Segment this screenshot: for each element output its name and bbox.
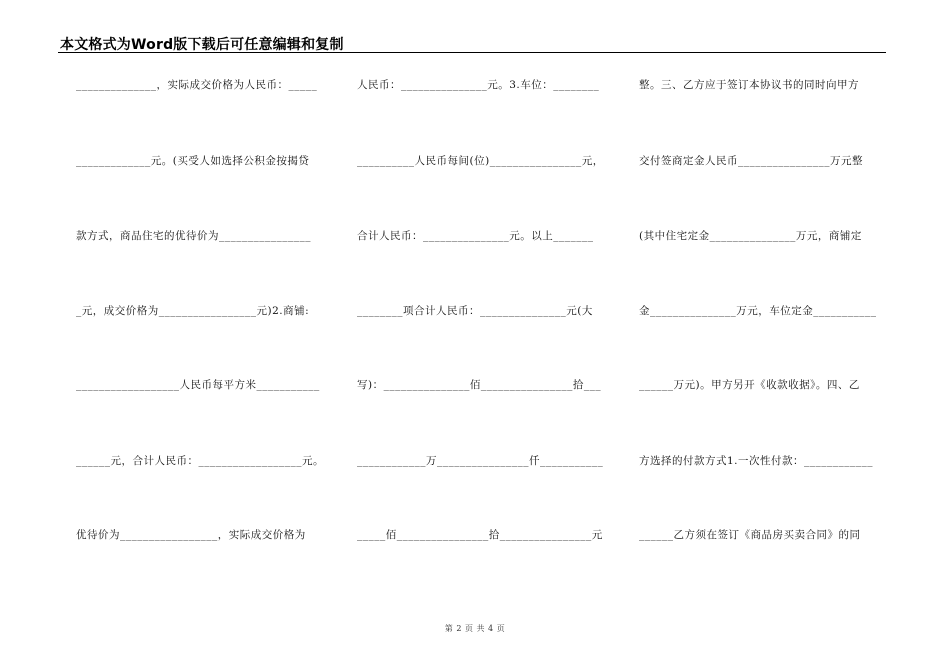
column-3-line-3: (其中住宅定金_______________万元，商铺定 — [639, 230, 862, 242]
column-3-line-7: ______乙方须在签订《商品房买卖合同》的同 — [639, 529, 861, 541]
column-2-line-2: __________人民币每间(位)________________元， — [357, 155, 604, 167]
column-2-line-5: 写)：_______________佰________________拾___ — [357, 379, 602, 391]
column-2-line-3: 合计人民币：_______________元。以上_______ — [357, 230, 594, 242]
column-2-line-4: ________项合计人民币：_______________元(大 — [357, 305, 593, 317]
column-2-line-1: 人民币：_______________元。3.车位：________ — [357, 79, 600, 91]
column-3-line-2: 交付签商定金人民币________________万元整 — [639, 155, 863, 167]
column-1-line-2: _____________元。(买受人如选择公积金按揭贷 — [76, 155, 310, 167]
column-3-line-6: 方选择的付款方式1.一次性付款：____________ — [639, 455, 874, 467]
column-3-line-1: 整。三、乙方应于签订本协议书的同时向甲方 — [639, 79, 859, 91]
column-1-line-7: 优待价为_________________，实际成交价格为 — [76, 529, 306, 541]
column-1-line-5: __________________人民币每平方米___________ — [76, 379, 320, 391]
column-2-line-7: _____佰________________拾________________元 — [357, 529, 603, 541]
column-3-line-4: 金_______________万元，车位定金___________ — [639, 305, 877, 317]
column-1-line-1: ______________，实际成交价格为人民币：_____ — [76, 79, 318, 91]
column-3-line-5: ______万元)。甲方另开《收款收据》。四、乙 — [639, 379, 860, 391]
column-2-line-6: ____________万________________仟___________ — [357, 455, 604, 467]
header-divider — [58, 52, 886, 53]
page-number-footer: 第 2 页 共 4 页 — [444, 624, 506, 633]
column-1-line-4: _元，成交价格为_________________元)2.商铺: — [76, 305, 310, 317]
column-1-line-6: ______元，合计人民币：__________________元。 — [76, 455, 324, 467]
column-1-line-3: 款方式，商品住宅的优待价为________________ — [76, 230, 311, 242]
page-header-title: 本文格式为Word版下载后可任意编辑和复制 — [60, 37, 344, 53]
